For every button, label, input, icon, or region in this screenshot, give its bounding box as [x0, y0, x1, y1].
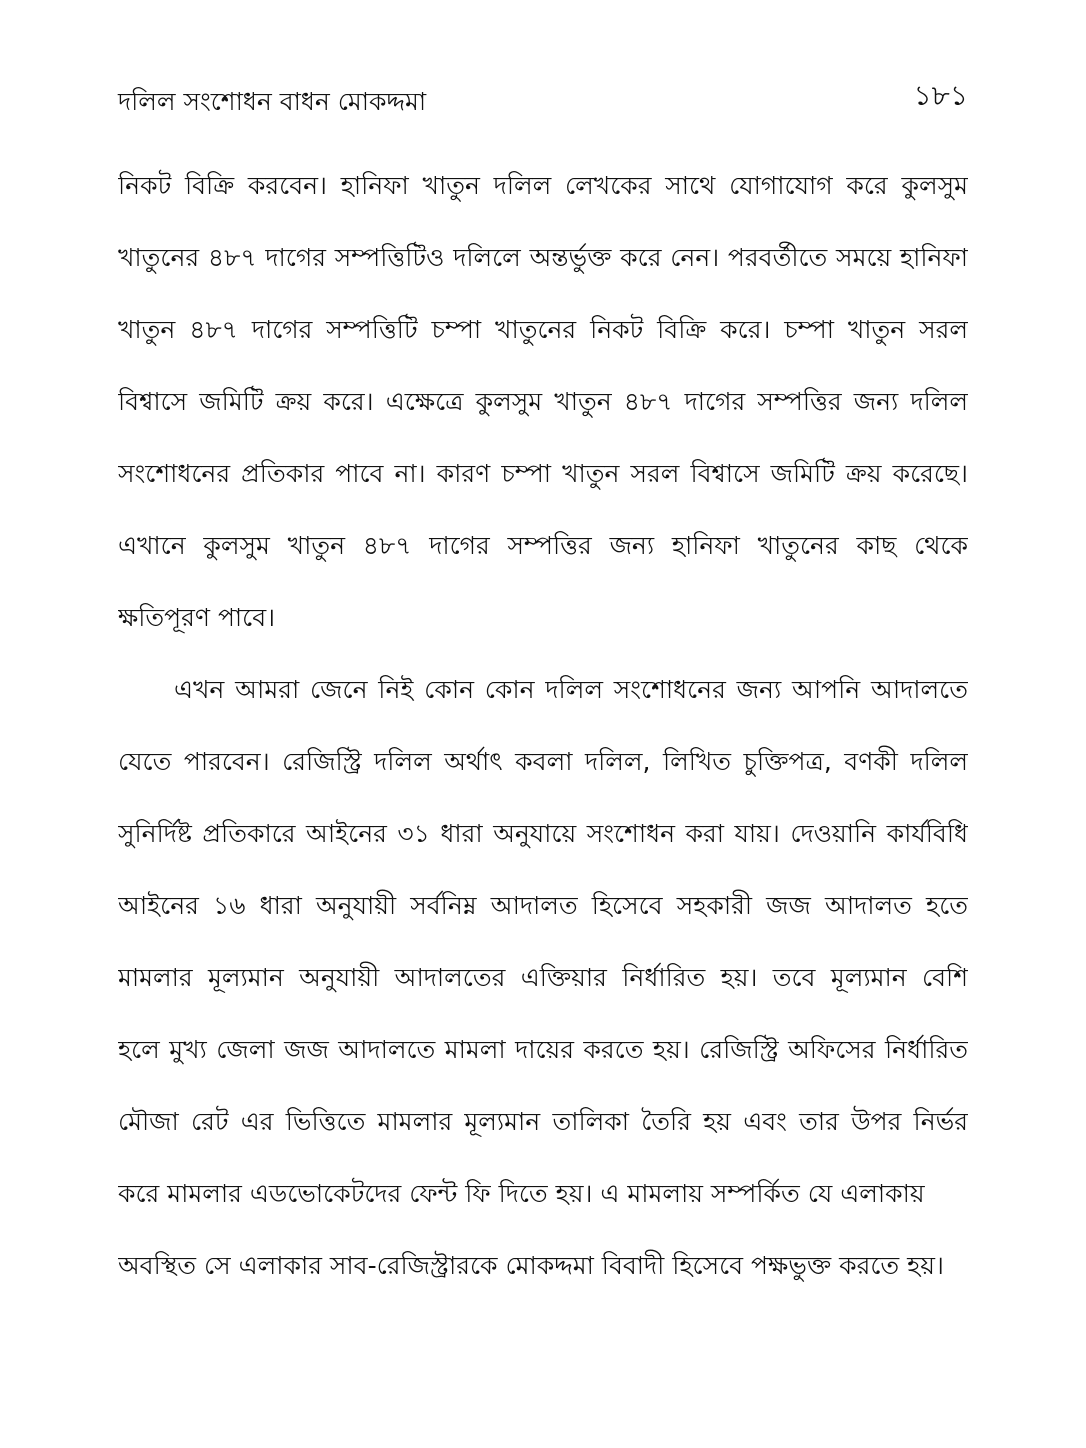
paragraph-2-line-2: যেতে পারবেন। রেজিস্ট্রি দলিল অর্থাৎ কবলা দলিল, লিখিত চুক্তিপত্র, বণকী দলিল [118, 747, 968, 776]
paragraph-1 [118, 150, 968, 654]
body-text [118, 150, 968, 1302]
paragraph-2-line-8: করে মামলার এডভোকেটদের ফেন্ট ফি দিতে হয়। এ মামলায় সম্পর্কিত যে এলাকায় [118, 1179, 925, 1208]
paragraph-2 [118, 654, 968, 1302]
paragraph-1-line-2: খাতুনের ৪৮৭ দাগের সম্পত্তিটিও দলিলে অন্তর্ভুক্ত করে নেন। পরবর্তীতে সময়ে হানিফা [118, 243, 968, 272]
paragraph-2-line-9: অবস্থিত সে এলাকার সাব-রেজিস্ট্রারকে মোকদ্দমা বিবাদী হিসেবে পক্ষভুক্ত করতে হয়। [118, 1251, 944, 1280]
paragraph-1-line-6: এখানে কুলসুম খাতুন ৪৮৭ দাগের সম্পত্তির জন্য হানিফা খাতুনের কাছ থেকে [118, 531, 968, 560]
paragraph-1-line-3: খাতুন ৪৮৭ দাগের সম্পত্তিটি চম্পা খাতুনের নিকট বিক্রি করে। চম্পা খাতুন সরল [118, 315, 968, 344]
paragraph-2-line-4: আইনের ১৬ ধারা অনুযায়ী সর্বনিম্ন আদালত হিসেবে সহকারী জজ আদালত হতে [118, 891, 968, 920]
paragraph-2-line-7: মৌজা রেট এর ভিত্তিতে মামলার মূল্যমান তালিকা তৈরি হয় এবং তার উপর নির্ভর [118, 1107, 968, 1136]
page-number: ১৮১ [913, 79, 968, 112]
paragraph-1-line-4: বিশ্বাসে জমিটি ক্রয় করে। এক্ষেত্রে কুলসুম খাতুন ৪৮৭ দাগের সম্পত্তির জন্য দলিল [118, 387, 968, 416]
paragraph-1-line-7: ক্ষতিপূরণ পাবে। [118, 603, 276, 632]
paragraph-2-line-5: মামলার মূল্যমান অনুযায়ী আদালতের এক্তিয়ার নির্ধারিত হয়। তবে মূল্যমান বেশি [118, 963, 968, 992]
running-header-title: দলিল সংশোধন বাধন মোকদ্দমা [118, 87, 427, 116]
paragraph-2-line-1: এখন আমরা জেনে নিই কোন কোন দলিল সংশোধনের জন্য আপনি আদালতে [174, 675, 968, 704]
paragraph-1-line-5: সংশোধনের প্রতিকার পাবে না। কারণ চম্পা খাতুন সরল বিশ্বাসে জমিটি ক্রয় করেছে। [118, 459, 968, 488]
paragraph-1-line-1: নিকট বিক্রি করবেন। হানিফা খাতুন দলিল লেখকের সাথে যোগাযোগ করে কুলসুম [118, 171, 968, 200]
paragraph-2-line-3: সুনির্দিষ্ট প্রতিকারে আইনের ৩১ ধারা অনুযায়ে সংশোধন করা যায়। দেওয়ানি কার্যবিধি [118, 819, 968, 848]
paragraph-2-line-6: হলে মুখ্য জেলা জজ আদালতে মামলা দায়ের করতে হয়। রেজিস্ট্রি অফিসের নির্ধারিত [118, 1035, 968, 1064]
